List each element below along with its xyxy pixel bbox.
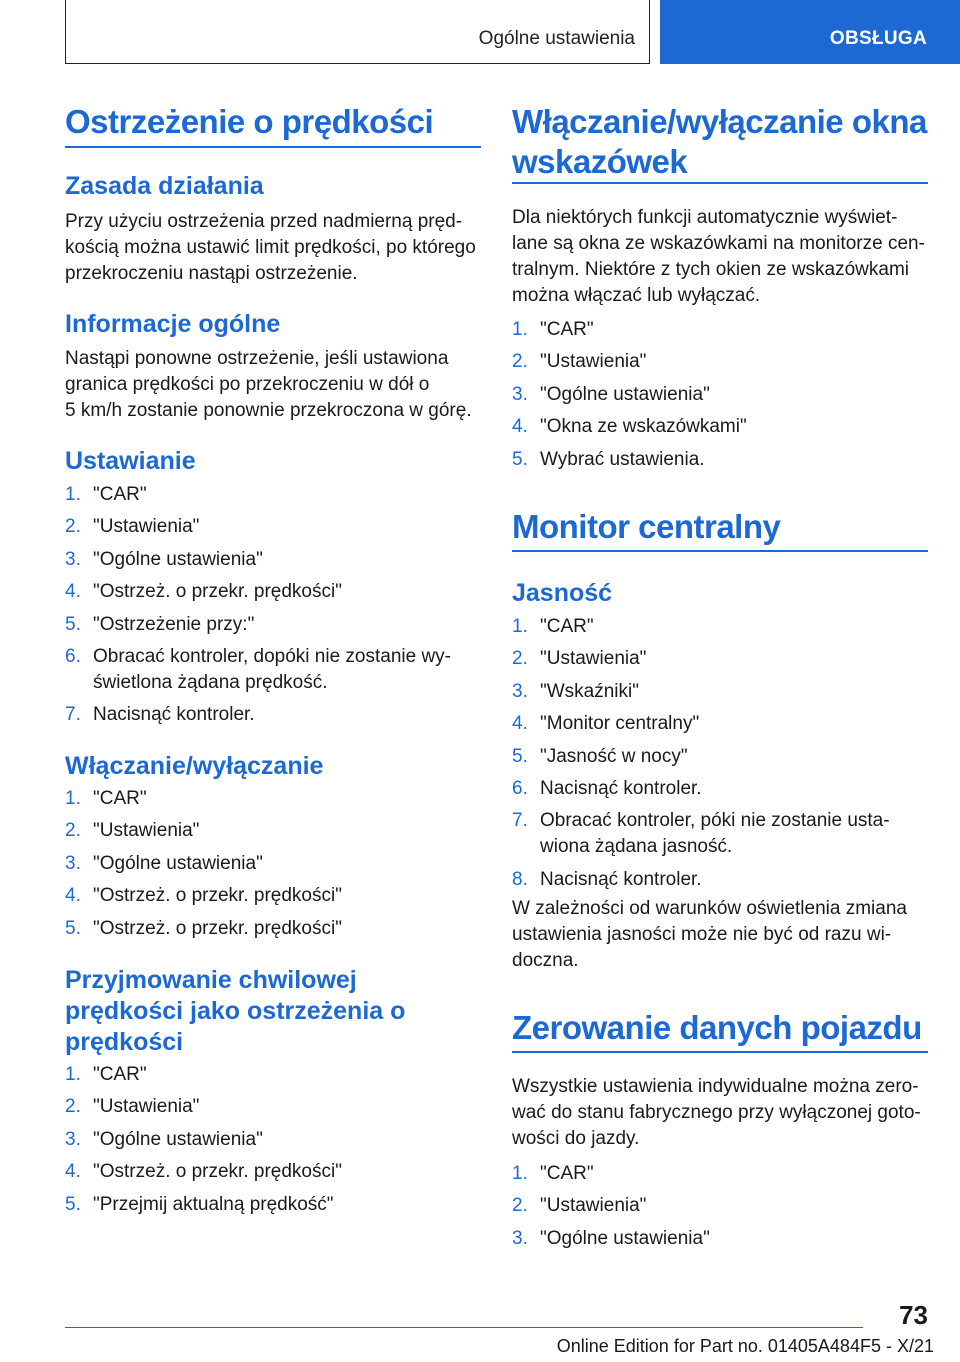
paragraph-principle [65,209,481,287]
section-title-central-monitor: Monitor centralny [512,508,781,545]
step-number: 4. [65,581,81,603]
step-number: 3. [65,548,81,570]
heading-line: prędkości [65,1028,184,1056]
step-number: 5. [65,613,81,635]
text-line: wości do jazdy. [512,1128,640,1149]
step-number: 2. [512,1195,528,1217]
step-number: 3. [512,1227,528,1249]
header-frame-left [65,0,66,64]
step-number: 7. [512,810,528,832]
step-number: 1. [65,484,81,505]
list-item [65,702,481,728]
list-item [65,482,481,508]
text-line: Wszystkie ustawienia indywidualne można zero- [512,1076,919,1097]
list-item [512,1193,928,1219]
steps-list-hint-windows [512,317,928,479]
step-number: 1. [65,788,81,809]
step-text: "Ustawienia" [93,1096,200,1118]
step-number: 3. [512,383,528,405]
list-item [512,1161,928,1187]
step-number: 8. [512,868,528,890]
step-number: 4. [65,1161,81,1183]
step-text: "Ustawienia" [540,648,647,670]
step-text: "CAR" [93,1064,147,1085]
steps-list-reset [512,1161,928,1258]
text-line: wać do stanu fabrycznego przy wyłączonej goto- [512,1102,921,1123]
step-number: 2. [65,516,81,538]
text-line: przekroczeniu nastąpi ostrzeżenie. [65,263,358,284]
step-text: "Przejmij aktualną prędkość" [93,1193,334,1215]
step-text: "Ostrzeż. o przekr. prędkości" [93,1161,342,1183]
list-item [65,818,481,844]
step-number: 2. [65,1096,81,1118]
step-number: 4. [512,416,528,438]
section-title-hint-windows [512,102,928,182]
step-text: "Wskaźniki" [540,680,639,702]
list-item [512,776,928,802]
step-number: 5. [512,745,528,767]
step-text: Wybrać ustawienia. [540,448,705,470]
text-line: kością można ustawić limit prędkości, po którego [65,237,476,258]
list-item [65,644,481,696]
step-text: "Ogólne ustawienia" [93,548,263,570]
text-line: W zależności od warunków oświetlenia zmiana [512,898,907,919]
step-number: 2. [512,351,528,373]
list-item [65,883,481,909]
step-number: 5. [65,1193,81,1215]
list-item [65,1159,481,1185]
list-item [65,786,481,812]
heading-general-info: Informacje ogólne [65,310,281,338]
step-number: 1. [65,1064,81,1085]
list-item [512,744,928,770]
text-line: Nastąpi ponowne ostrzeżenie, jeśli ustawiona [65,348,449,369]
section-title-rule [512,550,928,552]
page-number: 73 [899,1300,928,1330]
step-text: "Ustawienia" [93,516,200,538]
step-number: 1. [512,1163,528,1184]
step-text: "CAR" [540,616,594,637]
paragraph-hint-windows [512,205,928,309]
list-item [512,867,928,893]
heading-brightness: Jasność [512,579,613,607]
list-item [512,317,928,343]
step-number: 7. [65,704,81,726]
list-item [512,447,928,473]
step-text: "CAR" [540,1163,594,1184]
step-number: 4. [65,885,81,907]
step-text: "Ostrzeż. o przekr. prędkości" [93,917,342,939]
text-line: doczna. [512,950,579,971]
step-text: Nacisnąć kontroler. [540,868,702,890]
step-text: "Ostrzeżenie przy:" [93,613,255,635]
text-line: Dla niektórych funkcji automatycznie wyświet- [512,207,898,228]
step-text: "Ustawienia" [540,351,647,373]
paragraph-reset [512,1074,928,1152]
title-line: wskazówek [512,143,688,180]
heading-on-off: Włączanie/wyłączanie [65,752,324,780]
list-item [512,382,928,408]
step-number: 6. [512,777,528,799]
step-text: Obracać kontroler, dopóki nie zostanie wy- [93,645,452,667]
section-title-reset-vehicle-data: Zerowanie danych pojazdu [512,1009,922,1046]
heading-setting: Ustawianie [65,447,196,475]
step-text: "Ogólne ustawienia" [93,852,263,874]
text-line: Przy użyciu ostrzeżenia przed nadmierną pręd- [65,211,463,232]
step-text: "Ustawienia" [540,1195,647,1217]
step-number: 2. [65,820,81,842]
list-item [65,547,481,573]
list-item [512,614,928,640]
list-item [512,414,928,440]
step-number: 1. [512,319,528,340]
section-title-speed-warning: Ostrzeżenie o prędkości [65,103,434,140]
step-number: 4. [512,713,528,735]
header-section-title: Ogólne ustawienia [478,28,635,49]
step-text: "Okna ze wskazówkami" [540,416,747,438]
steps-list-on-off [65,786,481,948]
step-text: "Jasność w nocy" [540,745,688,767]
text-line: 5 km/h zostanie ponownie przekroczona w górę. [65,400,472,421]
steps-list-brightness [512,614,928,899]
step-text: "Ostrzeż. o przekr. prędkości" [93,885,342,907]
step-text: Nacisnąć kontroler. [540,777,702,799]
list-item [65,514,481,540]
list-item [512,349,928,375]
step-number: 5. [65,917,81,939]
list-item [512,711,928,737]
section-title-rule [65,146,481,148]
step-text: świetlona żądana prędkość. [93,671,328,693]
heading-principle: Zasada działania [65,172,264,200]
list-item [512,1226,928,1252]
header-frame-right [649,0,650,64]
section-title-rule [512,1051,928,1053]
step-number: 2. [512,648,528,670]
list-item [65,612,481,638]
heading-line: prędkości jako ostrzeżenia o [65,997,406,1025]
step-text: "Ogólne ustawienia" [540,1227,710,1249]
text-line: lane są okna ze wskazówkami na monitorze cen- [512,233,925,254]
steps-list-accept-speed [65,1062,481,1224]
step-number: 6. [65,645,81,667]
list-item [512,646,928,672]
paragraph-general-info [65,346,481,424]
text-line: tralnym. Niektóre z tych okien ze wskazówkami [512,259,910,280]
step-number: 3. [65,852,81,874]
step-text: wiona żądana jasność. [540,836,733,858]
list-item [512,679,928,705]
section-title-rule [512,182,928,184]
step-text: Obracać kontroler, póki nie zostanie usta- [540,810,890,832]
header-frame-bottom [65,63,650,64]
list-item [65,1192,481,1218]
steps-list-setting [65,482,481,735]
list-item [65,1094,481,1120]
text-line: ustawienia jasności może nie być od razu wi- [512,924,892,945]
heading-line: Przyjmowanie chwilowej [65,966,357,994]
step-text: "Monitor centralny" [540,713,700,735]
step-text: "Ogólne ustawienia" [540,383,710,405]
header-chapter-label: OBSŁUGA [829,28,927,49]
step-text: Nacisnąć kontroler. [93,704,255,726]
step-number: 5. [512,448,528,470]
header-chapter-tab[interactable] [660,0,960,64]
list-item [65,1127,481,1153]
step-number: 3. [512,680,528,702]
text-line: granica prędkości po przekroczeniu w dół o [65,374,430,395]
footer-rule [65,1327,863,1328]
paragraph-brightness-note [512,896,928,974]
list-item [65,851,481,877]
step-number: 3. [65,1128,81,1150]
footer-edition-text: Online Edition for Part no. 01405A484F5 - X/21 [556,1336,934,1356]
text-line: można włączać lub wyłączać. [512,285,761,306]
list-item [65,579,481,605]
list-item [65,1062,481,1088]
list-item [512,808,928,860]
step-text: "Ostrzeż. o przekr. prędkości" [93,581,342,603]
list-item [65,916,481,942]
step-text: "Ustawienia" [93,820,200,842]
step-text: "Ogólne ustawienia" [93,1128,263,1150]
title-line: Włączanie/wyłączanie okna [512,103,927,140]
step-number: 1. [512,616,528,637]
heading-accept-current-speed [65,965,481,1058]
step-text: "CAR" [93,788,147,809]
step-text: "CAR" [540,319,594,340]
step-text: "CAR" [93,484,147,505]
